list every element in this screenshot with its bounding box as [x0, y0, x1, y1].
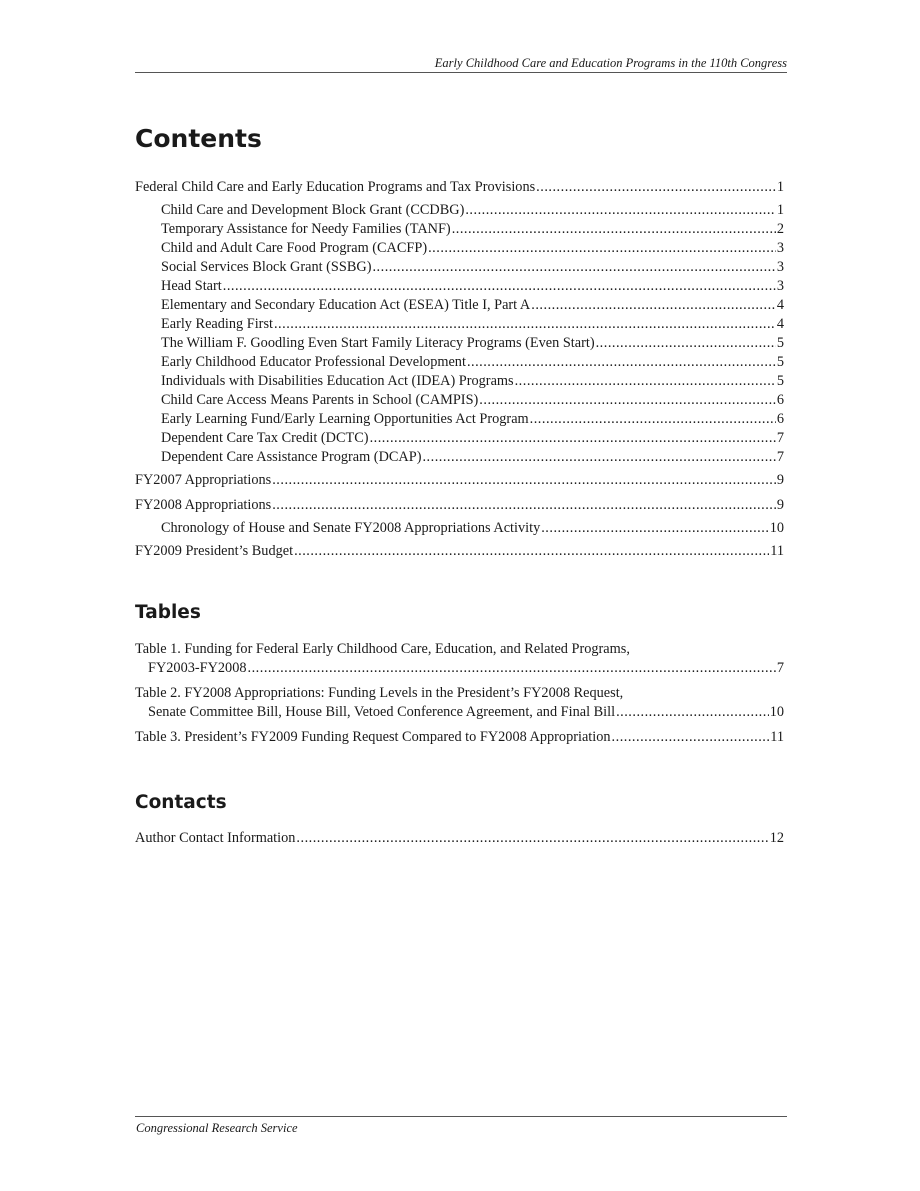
- dot-leader: [531, 296, 776, 315]
- toc-entry-page: 1: [776, 179, 784, 195]
- toc-entry-label: Early Reading First: [161, 316, 273, 332]
- dot-leader: [248, 659, 776, 678]
- toc-entry-label: Child Care Access Means Parents in School (CAMPIS): [161, 392, 479, 408]
- contact-entry-label: Author Contact Information: [135, 830, 296, 846]
- dot-leader: [612, 728, 770, 747]
- table-entry[interactable]: [135, 640, 784, 678]
- contacts-list: [135, 829, 784, 848]
- toc-entry-label: Chronology of House and Senate FY2008 Appropriations Activity: [161, 520, 541, 536]
- table-entry-line: Table 2. FY2008 Appropriations: Funding Levels in the President’s FY2008 Request,: [135, 685, 624, 701]
- dot-leader: [272, 496, 776, 515]
- dot-leader: [530, 410, 776, 429]
- contacts-heading: Contacts: [135, 792, 227, 813]
- toc-entry[interactable]: [135, 448, 784, 467]
- table-entry-label: Senate Committee Bill, House Bill, Vetoed Conference Agreement, and Final Bill: [148, 704, 616, 720]
- tables-heading: Tables: [135, 602, 201, 623]
- running-footer: Congressional Research Service: [136, 1121, 298, 1135]
- toc-entry-label: Temporary Assistance for Needy Families (TANF): [161, 221, 451, 237]
- toc-entry[interactable]: [135, 429, 784, 448]
- toc-entry[interactable]: [135, 496, 784, 515]
- dot-leader: [515, 372, 776, 391]
- toc-entry-page: 5: [776, 373, 784, 389]
- dot-leader: [294, 542, 769, 561]
- table-entry-page: 11: [770, 729, 784, 745]
- dot-leader: [372, 258, 775, 277]
- toc-entry-page: 5: [776, 335, 784, 351]
- toc-entry-page: 11: [770, 543, 784, 559]
- dot-leader: [223, 277, 776, 296]
- dot-leader: [596, 334, 776, 353]
- toc-entry-label: The William F. Goodling Even Start Family Literacy Programs (Even Start): [161, 335, 595, 351]
- table-entry[interactable]: [135, 684, 784, 722]
- toc-entry-label: Child and Adult Care Food Program (CACFP): [161, 240, 428, 256]
- toc-entry[interactable]: [135, 334, 784, 353]
- dot-leader: [452, 220, 776, 239]
- toc-entry[interactable]: [135, 519, 784, 538]
- contact-entry[interactable]: [135, 829, 784, 848]
- dot-leader: [272, 471, 776, 490]
- contact-entry-page: 12: [769, 830, 784, 846]
- dot-leader: [428, 239, 776, 258]
- toc-entry-page: 3: [776, 259, 784, 275]
- toc-entry[interactable]: [135, 372, 784, 391]
- toc-entry-page: 6: [776, 411, 784, 427]
- running-header: Early Childhood Care and Education Programs in the 110th Congress: [434, 56, 787, 70]
- toc-entry-label: Dependent Care Tax Credit (DCTC): [161, 430, 369, 446]
- toc-entry[interactable]: [135, 410, 784, 429]
- dot-leader: [274, 315, 776, 334]
- toc-entry-label: Early Childhood Educator Professional Development: [161, 354, 466, 370]
- dot-leader: [296, 829, 768, 848]
- toc-entry-page: 3: [776, 278, 784, 294]
- toc-entry-page: 5: [776, 354, 784, 370]
- toc-entry-page: 10: [769, 520, 784, 536]
- toc-entry[interactable]: [135, 239, 784, 258]
- table-entry-label: Table 3. President’s FY2009 Funding Request Compared to FY2008 Appropriation: [135, 729, 611, 745]
- toc-entry[interactable]: [135, 220, 784, 239]
- toc-entry[interactable]: [135, 471, 784, 490]
- toc-entry[interactable]: [135, 258, 784, 277]
- footer-rule: [135, 1116, 787, 1117]
- toc-entry-label: Dependent Care Assistance Program (DCAP): [161, 449, 422, 465]
- page-title: Contents: [135, 124, 262, 153]
- dot-leader: [467, 353, 776, 372]
- table-entry-label: FY2003-FY2008: [148, 660, 247, 676]
- toc-entry-label: Child Care and Development Block Grant (CCDBG): [161, 202, 465, 218]
- table-entry-page: 7: [776, 660, 784, 676]
- toc-entry-label: Elementary and Secondary Education Act (ESEA) Title I, Part A: [161, 297, 531, 313]
- dot-leader: [541, 519, 768, 538]
- dot-leader: [616, 703, 769, 722]
- header-rule: [135, 72, 787, 73]
- dot-leader: [370, 429, 776, 448]
- toc-entry-label: FY2009 President’s Budget: [135, 543, 294, 559]
- toc-entry[interactable]: [135, 353, 784, 372]
- tables-list: [135, 640, 784, 747]
- toc-entry[interactable]: [135, 201, 784, 220]
- toc-entry-page: 6: [776, 392, 784, 408]
- toc-entry-label: FY2008 Appropriations: [135, 497, 272, 513]
- toc-entry[interactable]: [135, 178, 784, 197]
- toc-entry-page: 7: [776, 430, 784, 446]
- contents-list: [135, 178, 784, 561]
- toc-entry-page: 2: [776, 221, 784, 237]
- table-entry-line: Table 1. Funding for Federal Early Childhood Care, Education, and Related Programs,: [135, 641, 630, 657]
- toc-entry[interactable]: [135, 391, 784, 410]
- dot-leader: [536, 178, 776, 197]
- dot-leader: [479, 391, 776, 410]
- toc-entry[interactable]: [135, 542, 784, 561]
- dot-leader: [422, 448, 775, 467]
- toc-entry-label: Head Start: [161, 278, 222, 294]
- toc-entry-page: 4: [776, 297, 784, 313]
- toc-entry-page: 9: [776, 497, 784, 513]
- table-entry[interactable]: [135, 728, 784, 747]
- table-entry-page: 10: [769, 704, 784, 720]
- toc-entry-label: Early Learning Fund/Early Learning Opportunities Act Program: [161, 411, 529, 427]
- toc-entry[interactable]: [135, 277, 784, 296]
- toc-entry[interactable]: [135, 315, 784, 334]
- toc-entry-label: Federal Child Care and Early Education Programs and Tax Provisions: [135, 179, 536, 195]
- toc-entry-page: 7: [776, 449, 784, 465]
- toc-entry-page: 3: [776, 240, 784, 256]
- toc-entry-label: Individuals with Disabilities Education Act (IDEA) Programs: [161, 373, 514, 389]
- toc-entry-label: Social Services Block Grant (SSBG): [161, 259, 372, 275]
- dot-leader: [465, 201, 775, 220]
- toc-entry-page: 1: [776, 202, 784, 218]
- toc-entry[interactable]: [135, 296, 784, 315]
- toc-entry-label: FY2007 Appropriations: [135, 472, 272, 488]
- toc-entry-page: 4: [776, 316, 784, 332]
- toc-entry-page: 9: [776, 472, 784, 488]
